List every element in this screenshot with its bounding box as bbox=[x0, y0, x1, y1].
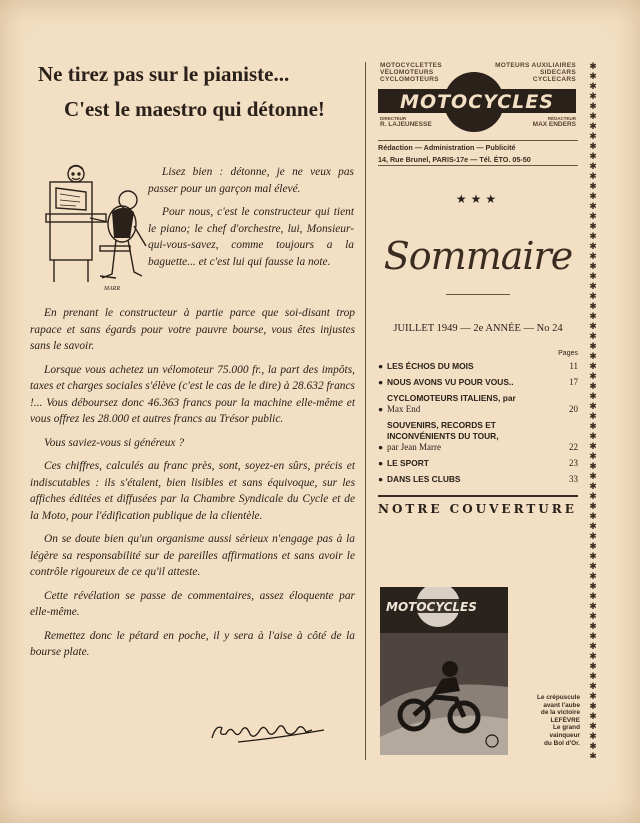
toc-item-title bbox=[387, 393, 556, 415]
toc-item[interactable] bbox=[378, 361, 578, 372]
redaction-line: Rédaction — Administration — Publicité bbox=[378, 143, 516, 152]
magazine-logo: MOTOCYCLES bbox=[400, 91, 554, 113]
editor-label: RÉDACTEUR bbox=[547, 116, 576, 121]
toc-item-title: LE SPORT bbox=[387, 458, 429, 468]
sommaire-rule bbox=[446, 294, 510, 295]
toc-item[interactable] bbox=[378, 393, 578, 415]
toc-item-page: 11 bbox=[569, 361, 578, 371]
bullet-icon: ● bbox=[378, 458, 384, 468]
bullet-icon: ● bbox=[378, 442, 384, 452]
toc-item[interactable] bbox=[378, 474, 578, 485]
sommaire-title: Sommaire bbox=[383, 234, 573, 278]
toc-item-title-text: CYCLOMOTEURS ITALIENS, par bbox=[387, 393, 516, 403]
caption-line: de la victoire bbox=[540, 709, 580, 717]
toc-item-page: 22 bbox=[569, 442, 578, 452]
svg-text:MARR: MARR bbox=[104, 286, 120, 292]
couverture-heading: NOTRE COUVERTURE bbox=[378, 502, 577, 516]
column-divider bbox=[365, 62, 366, 760]
toc-item[interactable] bbox=[378, 420, 578, 453]
address-rule bbox=[378, 165, 578, 166]
caption-line: avant l'aube bbox=[543, 701, 580, 709]
toc-item-page: 20 bbox=[569, 404, 578, 414]
body-paragraph-5: On se doute bien qu'un organisme aussi sérieux n'engage pas à la légère sa responsabilité sur de pareilles affirmations et sans avoir le contrôle rigoureux de ce qu'il atteste. bbox=[30, 533, 355, 578]
decorative-stars: ★★★ bbox=[455, 192, 501, 206]
toc-item-page: 33 bbox=[569, 474, 578, 484]
star-border-decoration: ✱ ✱ ✱ ✱ ✱ ✱ ✱ ✱ ✱ ✱ ✱ ✱ ✱ ✱ ✱ ✱ ✱ ✱ ✱ ✱ ✱ ✱ ✱ ✱ ✱ ✱ ✱ ✱ ✱ ✱ ✱ ✱ ✱ ✱ ✱ ✱ ✱ ✱ ✱ ✱ ✱ ✱ ✱ ✱ ✱ ✱ ✱ ✱ ✱ ✱ ✱ ✱ ✱ ✱ ✱ ✱ ✱ ✱ ✱ ✱ ✱ ✱ ✱ ✱ ✱ ✱ ✱ ✱ ✱ ✱ bbox=[589, 62, 597, 758]
body-paragraph-3: Vous saviez-vous si généreux ? bbox=[44, 436, 185, 449]
body-paragraph-6: Cette révélation se passe de commentaires, assez éloquente par elle-même. bbox=[30, 589, 355, 618]
masthead-left-line: CYCLOMOTEURS bbox=[380, 76, 439, 83]
caption-line: LEFÈVRE bbox=[550, 716, 580, 724]
toc-item-title: NOUS AVONS VU POUR VOUS.. bbox=[387, 377, 514, 387]
intro-text-block bbox=[148, 164, 354, 277]
bullet-icon: ● bbox=[378, 474, 384, 484]
editor-name: MAX ENDERS bbox=[532, 121, 576, 128]
director-name: R. LAJEUNESSE bbox=[380, 121, 432, 128]
couverture-rule bbox=[378, 495, 578, 497]
table-of-contents bbox=[378, 361, 578, 485]
toc-item[interactable] bbox=[378, 377, 578, 388]
cover-caption bbox=[518, 694, 580, 747]
toc-item-title: LES ÉCHOS DU MOIS bbox=[387, 361, 474, 371]
body-paragraph-2: Lorsque vous achetez un vélomoteur 75.000 fr., la part des impôts, taxes et charges sociales s'élève (c'est le cas de le dire) à 28.632 francs !... Vous déboursez donc 46.363 francs pour la machine elle-même et vous offrez les 28.000 et autres francs au Trésor public. bbox=[30, 363, 355, 425]
masthead-rule bbox=[378, 140, 578, 141]
issue-date-line: JUILLET 1949 — 2e ANNÉE — No 24 bbox=[393, 323, 563, 334]
caption-line: vainqueur bbox=[549, 731, 580, 739]
masthead-left-categories bbox=[380, 62, 442, 83]
toc-item-page: 17 bbox=[569, 377, 578, 387]
headline-line-2: C'est le maestro qui détonne! bbox=[64, 97, 325, 121]
masthead-left-line: VÉLOMOTEURS bbox=[380, 69, 434, 76]
body-paragraph-7: Remettez donc le pétard en poche, il y sera à l'aise à côté de la bourse plate. bbox=[30, 629, 355, 658]
address-line: 14, Rue Brunel, PARIS-17e — Tél. ÉTO. 05-50 bbox=[378, 155, 531, 164]
caption-line: Le grand bbox=[553, 724, 580, 732]
toc-item-title-text: SOUVENIRS, RECORDS ET INCONVÉNIENTS DU TOUR, bbox=[387, 420, 499, 441]
cover-logo: MOTOCYCLES bbox=[386, 600, 477, 614]
intro-paragraph-2: Pour nous, c'est le constructeur qui tient le piano; le chef d'orchestre, lui, Monsieur-qui-vous-savez, comme toujours a la baguette... et c'est lui qui fausse la note. bbox=[148, 206, 354, 268]
main-text-block bbox=[30, 305, 355, 668]
caption-line: Le crépuscule bbox=[537, 694, 580, 701]
masthead-right-line: CYCLECARS bbox=[532, 76, 576, 83]
masthead bbox=[378, 62, 576, 140]
bullet-icon: ● bbox=[378, 377, 384, 387]
director-credit bbox=[380, 116, 432, 128]
toc-item-page: 23 bbox=[569, 458, 578, 468]
editor-credit bbox=[533, 116, 576, 128]
body-paragraph-4: Ces chiffres, calculés au franc près, sont, soyez-en sûrs, précis et indiscutables : ils s'étalent, bien lisibles et sans équivoque, sur les affiches éditées et diffusées par la Chambre Syndicale du Cycle et de la Moto, pour l'édification publique de la clientèle. bbox=[30, 460, 355, 522]
toc-item-title bbox=[387, 420, 556, 453]
cover-photo bbox=[380, 587, 508, 755]
caption-line: du Bol d'Or. bbox=[544, 739, 580, 747]
toc-item-title: DANS LES CLUBS bbox=[387, 474, 461, 484]
pianist-cartoon-illustration bbox=[42, 164, 152, 294]
headline-line-1: Ne tirez pas sur le pianiste... bbox=[38, 62, 290, 86]
masthead-right-line: SIDECARS bbox=[540, 69, 576, 76]
director-label: DIRECTEUR bbox=[380, 116, 407, 121]
bullet-icon: ● bbox=[378, 404, 384, 414]
cover-thumbnail bbox=[380, 587, 508, 755]
toc-item[interactable] bbox=[378, 458, 578, 469]
contents-column bbox=[378, 62, 580, 747]
masthead-right-categories bbox=[495, 62, 576, 83]
toc-item-author: Max End bbox=[387, 404, 421, 414]
pages-label: Pages bbox=[558, 350, 578, 357]
masthead-left-line: MOTOCYCLETTES bbox=[380, 62, 442, 69]
body-paragraph-1: En prenant le constructeur à partie parce que soi-disant trop rapace et sans égards pour votre pauvre bourse, vous êtes injustes sans le savoir. bbox=[30, 307, 355, 352]
masthead-right-line: MOTEURS AUXILIAIRES bbox=[495, 62, 576, 69]
intro-paragraph-1: Lisez bien : détonne, je ne veux pas passer pour un garçon mal élevé. bbox=[148, 166, 354, 195]
toc-item-author: par Jean Marre bbox=[387, 442, 441, 452]
handwritten-signature bbox=[208, 712, 328, 752]
bullet-icon: ● bbox=[378, 361, 384, 371]
